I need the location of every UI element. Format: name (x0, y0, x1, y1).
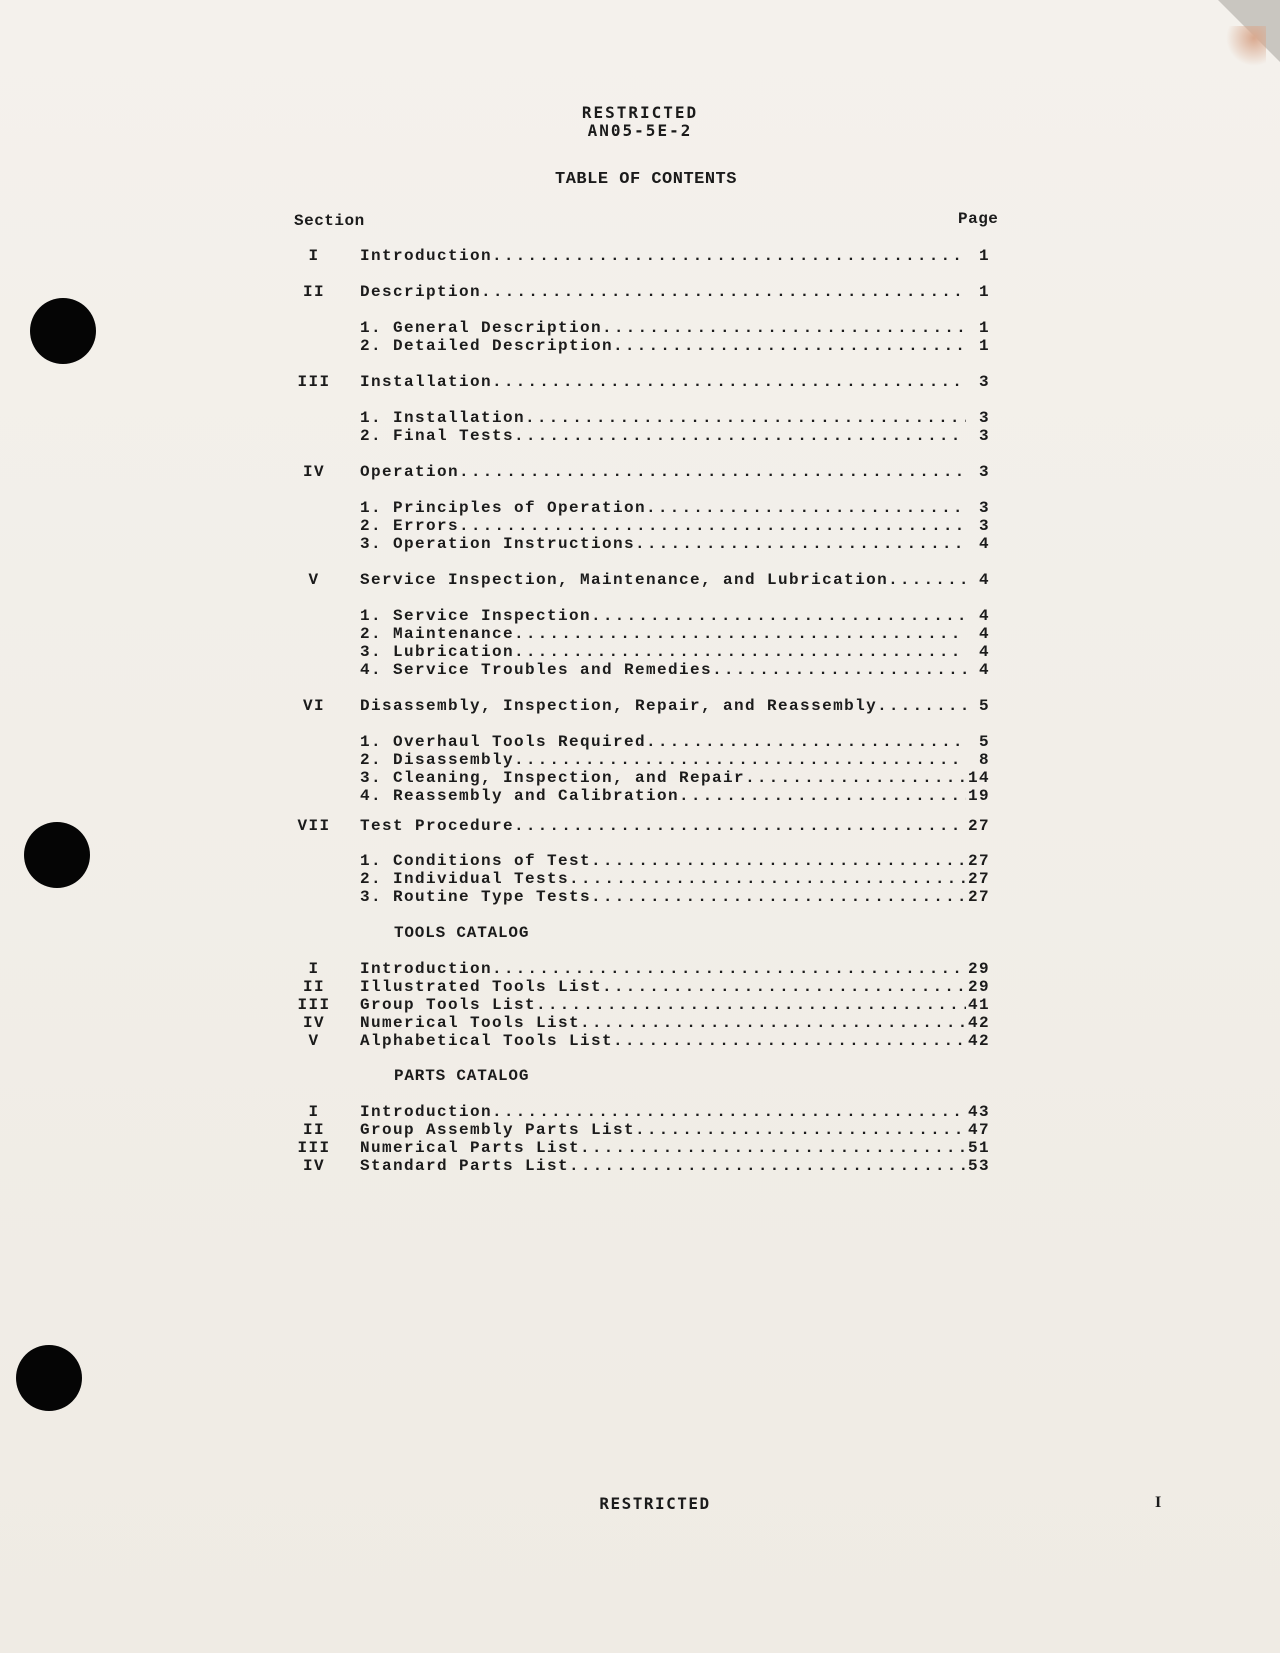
section-number: II (302, 1121, 325, 1139)
entry-label: Installation (360, 373, 493, 391)
punch-hole-middle (24, 822, 90, 888)
leader-dots (679, 787, 966, 805)
page-number: 27 (967, 852, 990, 870)
page-corner-stain (1226, 26, 1266, 66)
page-number: 42 (967, 1032, 990, 1050)
toc-subrow (290, 751, 990, 769)
section-number: IV (302, 463, 325, 481)
entry-label: 2. Individual Tests (360, 870, 570, 888)
header-classification: RESTRICTED (581, 103, 699, 122)
page-number: 29 (967, 978, 990, 996)
entry-label: 1. Overhaul Tools Required (360, 733, 647, 751)
page-number: 51 (967, 1139, 990, 1157)
toc-row (290, 817, 990, 835)
page-number: 1 (978, 283, 990, 301)
page-number: 3 (978, 373, 990, 391)
toc-row (290, 697, 990, 715)
leader-dots (745, 769, 966, 787)
toc-row (290, 373, 990, 391)
leader-dots (591, 607, 966, 625)
section-number: VI (302, 697, 325, 715)
page-number: 27 (967, 817, 990, 835)
toc-subrow (290, 607, 990, 625)
leader-dots (646, 499, 966, 517)
section-number: VII (297, 817, 331, 835)
toc-subrow (290, 733, 990, 751)
entry-label: Introduction (360, 247, 493, 265)
page-folio: I (1155, 1494, 1162, 1511)
toc-subrow (290, 427, 990, 445)
entry-label: 2. Disassembly (360, 751, 515, 769)
page-number: 3 (978, 499, 990, 517)
leader-dots (888, 571, 966, 589)
entry-label: Description (360, 283, 482, 301)
toc-subrow (290, 535, 990, 553)
leader-dots (591, 888, 966, 906)
leader-dots (514, 751, 966, 769)
punch-hole-bottom (16, 1345, 82, 1411)
toc-subrow (290, 787, 990, 805)
toc-row (290, 978, 990, 996)
toc-subrow (290, 319, 990, 337)
section-number: V (308, 571, 320, 589)
toc-subrow (290, 769, 990, 787)
header-doc-number: AN05-5E-2 (587, 121, 693, 140)
leader-dots (569, 870, 966, 888)
toc-row (290, 1139, 990, 1157)
page-number: 47 (967, 1121, 990, 1139)
leader-dots (459, 517, 966, 535)
leader-dots (514, 427, 966, 445)
toc-subrow (290, 870, 990, 888)
page-number: 19 (967, 787, 990, 805)
entry-label: 1. Installation (360, 409, 526, 427)
leader-dots (514, 817, 966, 835)
page-number: 3 (978, 463, 990, 481)
page-number: 4 (978, 571, 990, 589)
entry-label: 1. General Description (360, 319, 603, 337)
leader-dots (613, 337, 966, 355)
leader-dots (492, 1103, 966, 1121)
page-number: 3 (978, 427, 990, 445)
leader-dots (569, 1157, 966, 1175)
leader-dots (525, 409, 966, 427)
leader-dots (492, 373, 966, 391)
leader-dots (514, 643, 966, 661)
entry-label: Numerical Parts List (360, 1139, 581, 1157)
leader-dots (536, 996, 966, 1014)
page-number: 3 (978, 517, 990, 535)
toc-subrow (290, 852, 990, 870)
section-number: I (308, 1103, 320, 1121)
section-number: II (302, 283, 325, 301)
section-number: III (297, 373, 331, 391)
leader-dots (459, 463, 966, 481)
entry-label: Introduction (360, 1103, 493, 1121)
toc-row (290, 283, 990, 301)
entry-label: Numerical Tools List (360, 1014, 581, 1032)
leader-dots (712, 661, 966, 679)
entry-label: 2. Errors (360, 517, 460, 535)
leader-dots (646, 733, 966, 751)
toc-row (290, 996, 990, 1014)
toc-title: TABLE OF CONTENTS (555, 170, 737, 189)
section-number: IV (302, 1014, 325, 1032)
section-column-label: Section (294, 212, 365, 230)
leader-dots (602, 978, 966, 996)
toc-subrow (290, 643, 990, 661)
toc-row (290, 571, 990, 589)
entry-label: 2. Maintenance (360, 625, 515, 643)
page-number: 4 (978, 643, 990, 661)
entry-label: 1. Conditions of Test (360, 852, 592, 870)
entry-label: Test Procedure (360, 817, 515, 835)
page-number: 4 (978, 535, 990, 553)
section-number: II (302, 978, 325, 996)
toc-subrow (290, 625, 990, 643)
toc-row (290, 1121, 990, 1139)
parts-catalog-heading: PARTS CATALOG (394, 1067, 530, 1085)
toc-subrow (290, 517, 990, 535)
page-number: 1 (978, 247, 990, 265)
toc-subrow (290, 337, 990, 355)
entry-label: 3. Lubrication (360, 643, 515, 661)
entry-label: Introduction (360, 960, 493, 978)
leader-dots (580, 1014, 966, 1032)
tools-catalog-heading: TOOLS CATALOG (394, 924, 530, 942)
leader-dots (877, 697, 966, 715)
entry-label: 3. Operation Instructions (360, 535, 636, 553)
page-number: 1 (978, 337, 990, 355)
page-number: 27 (967, 888, 990, 906)
leader-dots (514, 625, 966, 643)
entry-label: 3. Routine Type Tests (360, 888, 592, 906)
page-number: 1 (978, 319, 990, 337)
toc-row (290, 1014, 990, 1032)
page-number: 4 (978, 661, 990, 679)
entry-label: 2. Detailed Description (360, 337, 614, 355)
entry-label: 4. Service Troubles and Remedies (360, 661, 713, 679)
leader-dots (492, 247, 966, 265)
section-number: IV (302, 1157, 325, 1175)
page-number: 27 (967, 870, 990, 888)
toc-row (290, 960, 990, 978)
page-number: 5 (978, 697, 990, 715)
page-number: 41 (967, 996, 990, 1014)
leader-dots (492, 960, 966, 978)
leader-dots (481, 283, 966, 301)
entry-label: 3. Cleaning, Inspection, and Repair (360, 769, 746, 787)
page-number: 43 (967, 1103, 990, 1121)
toc-subrow (290, 661, 990, 679)
entry-label: Operation (360, 463, 460, 481)
entry-label: Group Assembly Parts List (360, 1121, 636, 1139)
leader-dots (635, 535, 966, 553)
toc-row (290, 1157, 990, 1175)
section-number: V (308, 1032, 320, 1050)
entry-label: Service Inspection, Maintenance, and Lubrication (360, 571, 889, 589)
section-number: III (297, 996, 331, 1014)
toc-row (290, 1103, 990, 1121)
page-number: 4 (978, 607, 990, 625)
entry-label: 4. Reassembly and Calibration (360, 787, 680, 805)
leader-dots (591, 852, 966, 870)
page-column-label: Page (958, 210, 999, 228)
entry-label: 1. Service Inspection (360, 607, 592, 625)
page-number: 53 (967, 1157, 990, 1175)
page-number: 29 (967, 960, 990, 978)
entry-label: Disassembly, Inspection, Repair, and Reassembly (360, 697, 878, 715)
entry-label: 2. Final Tests (360, 427, 515, 445)
entry-label: Alphabetical Tools List (360, 1032, 614, 1050)
page-number: 8 (978, 751, 990, 769)
entry-label: Standard Parts List (360, 1157, 570, 1175)
leader-dots (580, 1139, 966, 1157)
leader-dots (635, 1121, 966, 1139)
leader-dots (613, 1032, 966, 1050)
page-number: 3 (978, 409, 990, 427)
page-number: 5 (978, 733, 990, 751)
section-number: I (308, 247, 320, 265)
entry-label: Illustrated Tools List (360, 978, 603, 996)
entry-label: Group Tools List (360, 996, 537, 1014)
entry-label: 1. Principles of Operation (360, 499, 647, 517)
toc-row (290, 247, 990, 265)
footer-classification: RESTRICTED (599, 1494, 711, 1513)
page-number: 4 (978, 625, 990, 643)
page-number: 14 (967, 769, 990, 787)
punch-hole-top (30, 298, 96, 364)
toc-row (290, 463, 990, 481)
section-number: III (297, 1139, 331, 1157)
leader-dots (602, 319, 966, 337)
toc-row (290, 1032, 990, 1050)
toc-subrow (290, 409, 990, 427)
page-number: 42 (967, 1014, 990, 1032)
toc-subrow (290, 888, 990, 906)
toc-subrow (290, 499, 990, 517)
section-number: I (308, 960, 320, 978)
